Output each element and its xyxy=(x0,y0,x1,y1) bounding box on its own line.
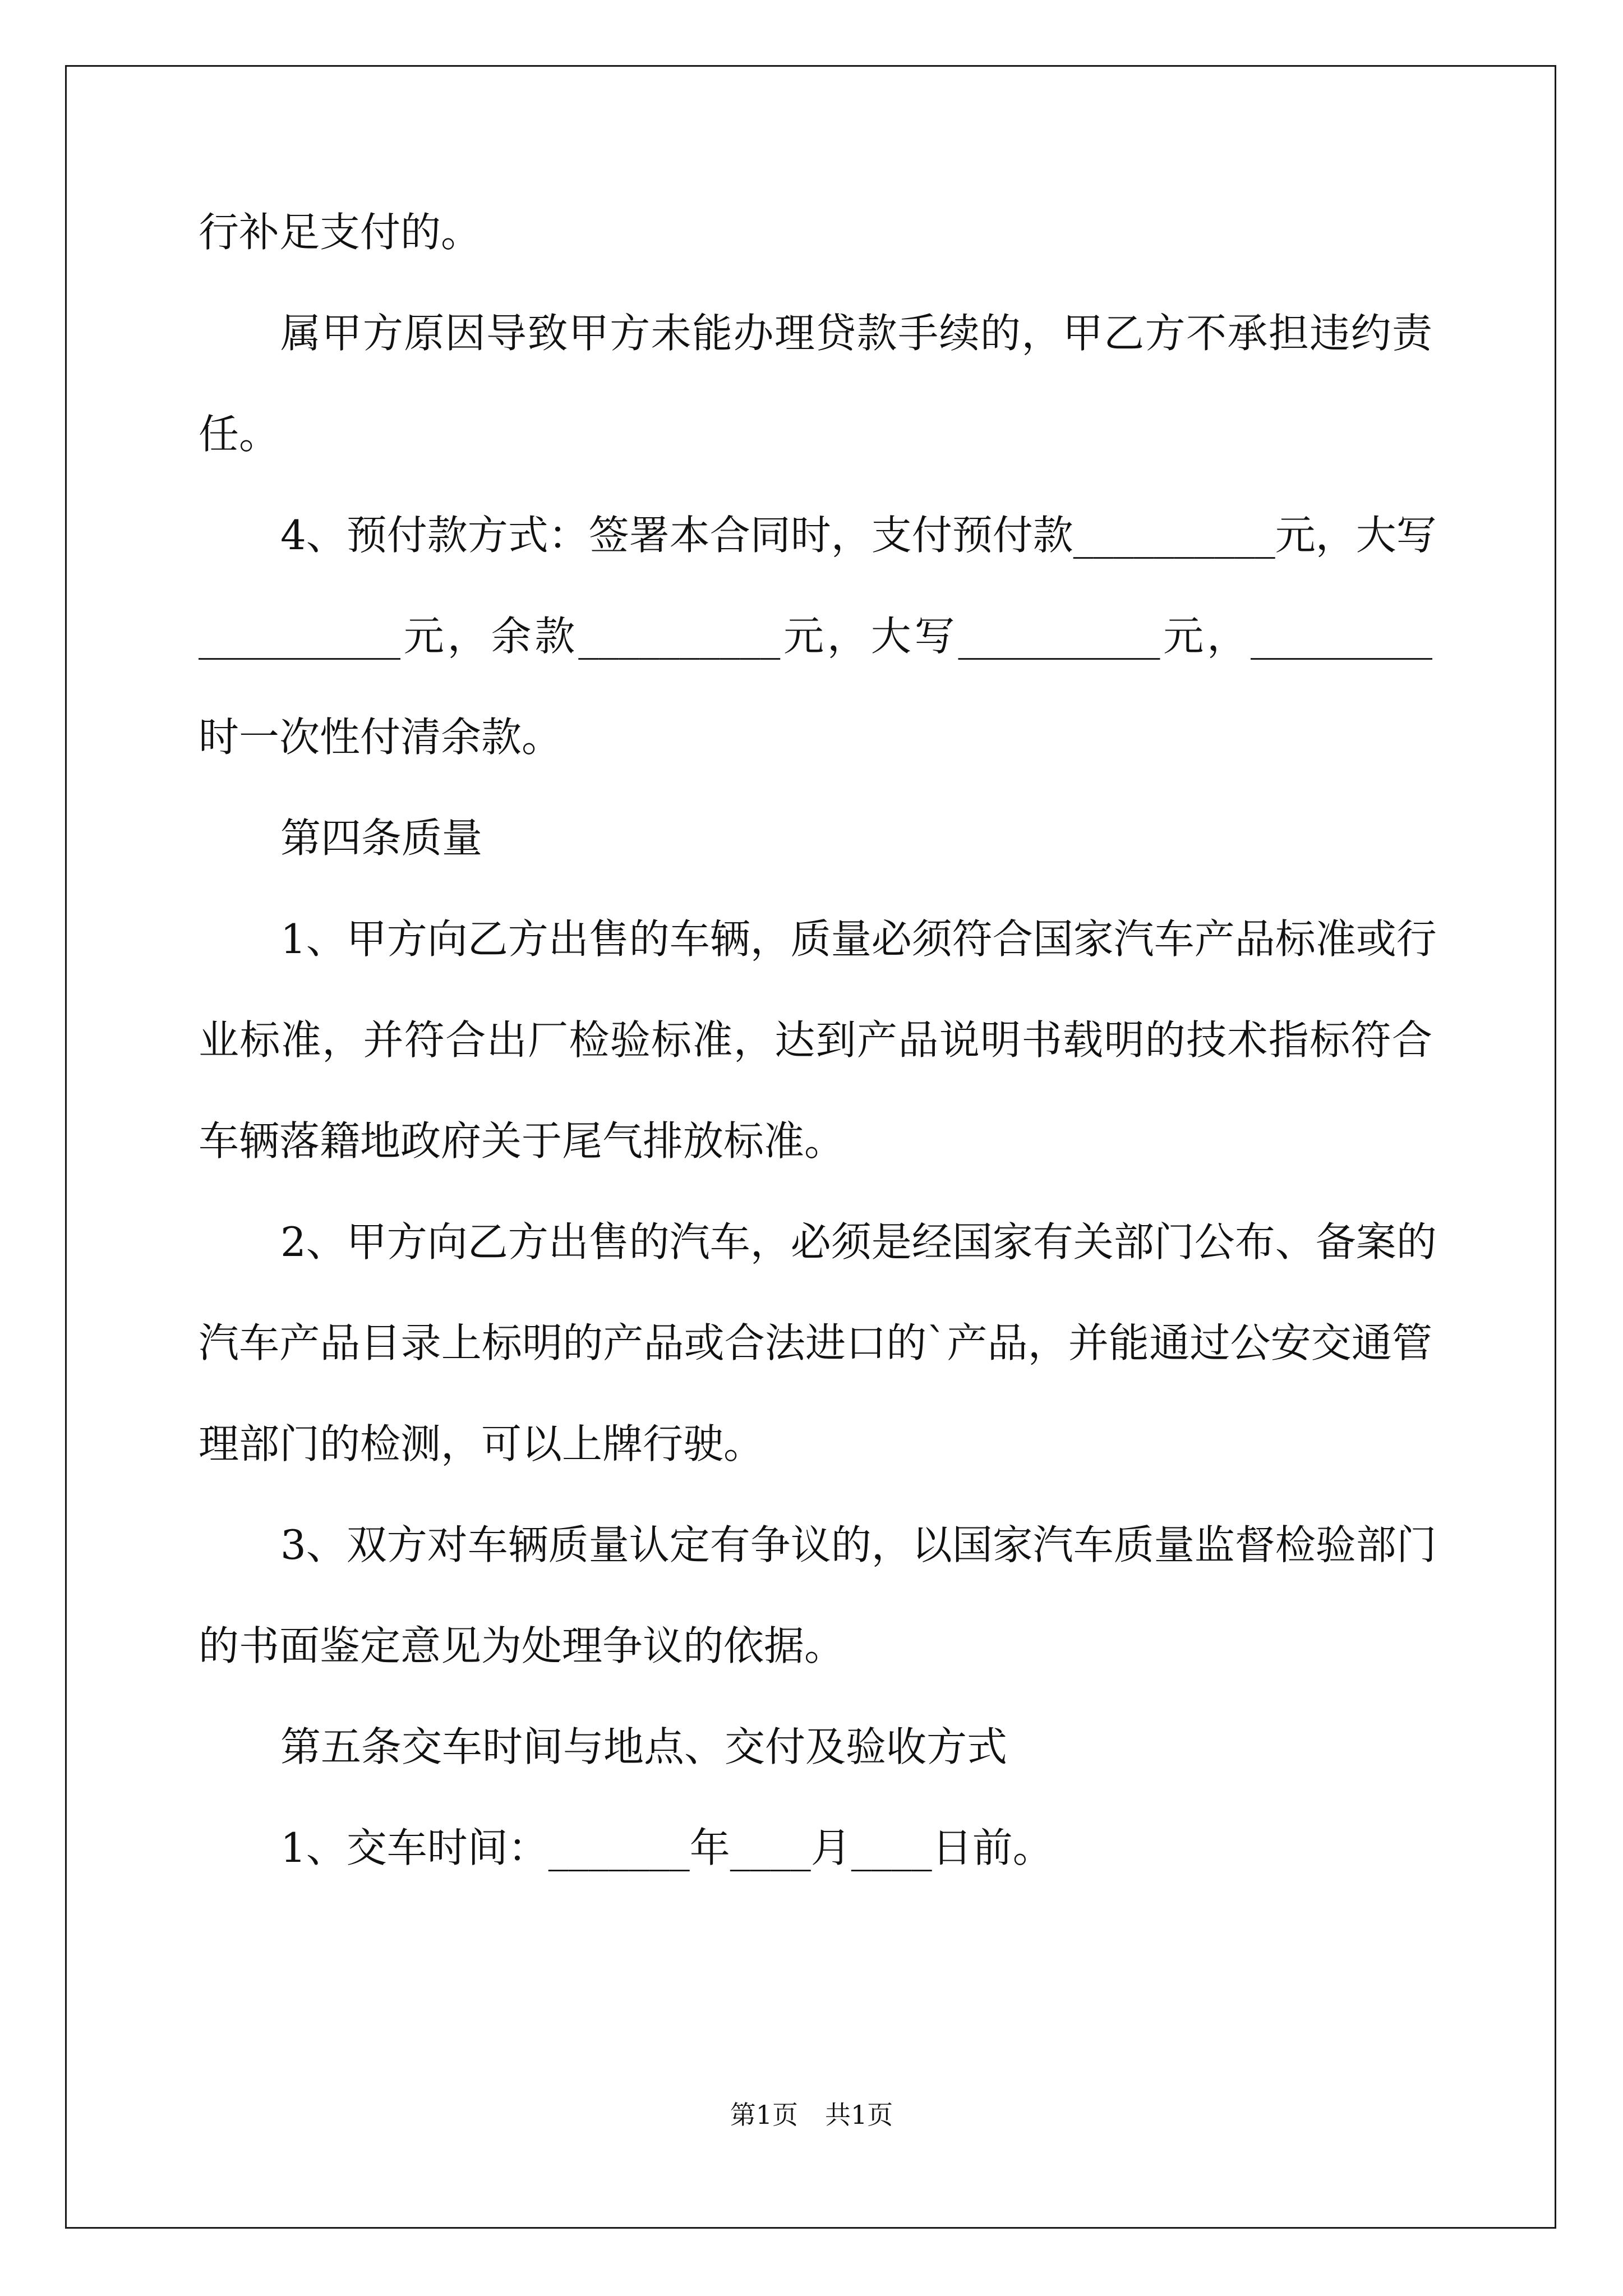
page-footer xyxy=(0,2098,1623,2132)
paragraph-line: __________元，余款__________元，大写__________元，_________ xyxy=(199,613,1432,660)
paragraph-line: 任。 xyxy=(199,411,280,458)
paragraph-line: 车辆落籍地政府关于尾气排放标准。 xyxy=(199,1117,845,1165)
paragraph-line: 1、甲方向乙方出售的车辆，质量必须符合国家汽车产品标准或行 xyxy=(280,915,1437,963)
paragraph-line: 3、双方对车辆质量认定有争议的，以国家汽车质量监督检验部门 xyxy=(280,1521,1437,1568)
paragraph-line: 属甲方原因导致甲方未能办理贷款手续的，甲乙方不承担违约责 xyxy=(280,310,1432,357)
paragraph-line: 的书面鉴定意见为处理争议的依据。 xyxy=(199,1622,845,1669)
paragraph-line: 2、甲方向乙方出售的汽车，必须是经国家有关部门公布、备案的 xyxy=(280,1218,1437,1266)
paragraph-line: 1、交车时间：_______年____月____日前。 xyxy=(280,1824,1053,1871)
page-count: 共1页 xyxy=(825,2100,893,2130)
paragraph-line: 4、预付款方式：签署本合同时，支付预付款__________元，大写 xyxy=(280,512,1437,559)
paragraph-line: 行补足支付的。 xyxy=(199,209,482,256)
paragraph-line: 汽车产品目录上标明的产品或合法进口的`产品，并能通过公安交通管 xyxy=(199,1319,1432,1366)
section-heading: 第五条交车时间与地点、交付及验收方式 xyxy=(280,1723,1008,1770)
section-heading: 第四条质量 xyxy=(280,815,483,862)
paragraph-line: 业标准，并符合出厂检验标准，达到产品说明书载明的技术指标符合 xyxy=(199,1016,1432,1064)
paragraph-line: 时一次性付清余款。 xyxy=(199,714,562,761)
page-number: 第1页 xyxy=(730,2100,798,2130)
paragraph-line: 理部门的检测，可以上牌行驶。 xyxy=(199,1420,764,1467)
